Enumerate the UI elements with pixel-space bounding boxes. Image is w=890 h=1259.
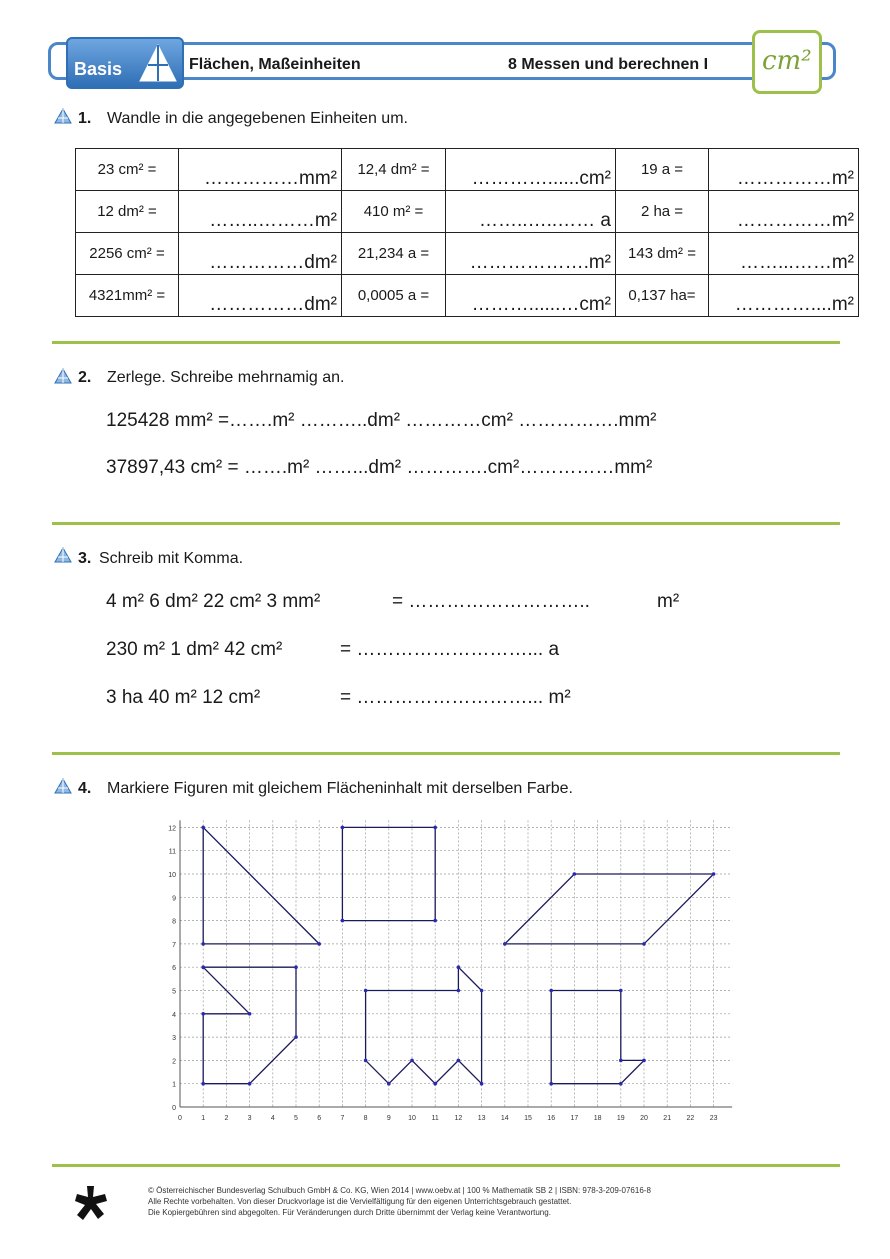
table-cell: 0,137 ha= — [616, 275, 709, 317]
chapter-title: 8 Messen und berechnen I — [508, 56, 709, 73]
table-cell: 21,234 a = — [342, 233, 446, 275]
footer-line-2: Alle Rechte vorbehalten. Von dieser Druckvorlage ist die Vervielfältigung für den eigenen Unterrichtsgebrauch gestattet. — [148, 1197, 572, 1206]
x-tick-label: 6 — [317, 1115, 322, 1122]
task-2-instruction: Zerlege. Schreibe mehrnamig an. — [107, 369, 345, 386]
comma-line-1-left: 4 m² 6 dm² 22 cm² 3 mm² — [106, 591, 321, 612]
y-tick-label: 5 — [172, 988, 176, 996]
task-3-number: 3. — [78, 550, 92, 567]
figure-vertex — [549, 1082, 553, 1086]
figure-vertex — [433, 826, 437, 830]
answer-cell: ……………….m² — [446, 233, 616, 275]
table-row — [76, 149, 859, 191]
answer-cell: ……………mm² — [179, 149, 342, 191]
figure-vertex — [341, 826, 345, 830]
figure-vertex — [317, 942, 321, 946]
table-cell: 12 dm² = — [76, 191, 179, 233]
y-tick-label: 2 — [172, 1058, 176, 1066]
section-divider — [52, 1164, 840, 1167]
y-tick-label: 12 — [168, 825, 176, 833]
figure-triangle — [203, 827, 319, 944]
figure-parallelogram — [505, 874, 714, 944]
table-cell: 410 m² = — [342, 191, 446, 233]
task-1-instruction: Wandle in die angegebenen Einheiten um. — [107, 110, 408, 127]
x-tick-label: 2 — [224, 1115, 229, 1122]
x-tick-label: 5 — [294, 1115, 298, 1122]
page-title: Flächen, Maßeinheiten — [189, 56, 361, 73]
table-cell: 0,0005 a = — [342, 275, 446, 317]
x-tick-label: 0 — [178, 1115, 182, 1122]
comma-line-2-right: = ………………………... a — [340, 639, 560, 660]
answer-cell: ……..…..…… a — [446, 191, 616, 233]
footer-line-1: © Österreichischer Bundesverlag Schulbuch GmbH & Co. KG, Wien 2014 | www.oebv.at | 100 % Mathematik SB 2 | ISBN: 978-3-209-07616-8 — [148, 1186, 651, 1195]
figure-vertex — [364, 1059, 368, 1063]
figure-vertex — [480, 1082, 484, 1086]
figure-vertex — [341, 919, 345, 923]
y-tick-label: 0 — [172, 1105, 176, 1112]
table-cell: 143 dm² = — [616, 233, 709, 275]
x-tick-label: 11 — [431, 1115, 439, 1122]
x-tick-label: 13 — [477, 1115, 486, 1122]
x-tick-label: 7 — [340, 1115, 345, 1122]
figure-vertex — [619, 1082, 623, 1086]
y-tick-label: 9 — [172, 895, 176, 903]
y-tick-label: 7 — [172, 941, 176, 949]
answer-cell: ……..………m² — [179, 191, 342, 233]
figure-vertex — [619, 1059, 623, 1063]
x-tick-label: 16 — [547, 1115, 556, 1122]
figure-vertex — [433, 919, 437, 923]
answer-cell: ……………m² — [709, 191, 859, 233]
unit-badge-text: cm² — [762, 46, 812, 76]
figure-vertex — [457, 1059, 461, 1063]
figure-vertex — [549, 989, 553, 993]
figure-vertex — [712, 872, 716, 876]
figure-vertex — [364, 989, 368, 993]
section-divider — [52, 522, 840, 525]
y-tick-label: 3 — [172, 1035, 176, 1043]
conversion-table — [75, 148, 859, 317]
figure-vertex — [294, 1035, 298, 1039]
task-1-number: 1. — [78, 110, 92, 127]
task-4-number: 4. — [78, 780, 92, 797]
comma-line-3-right: = ………………………... m² — [340, 687, 571, 708]
decompose-line-1: 125428 mm² =…….m² ………..dm² …………cm² …………….mm² — [106, 410, 657, 431]
table-cell: 19 a = — [616, 149, 709, 191]
x-tick-label: 3 — [247, 1115, 252, 1122]
figure-vertex — [201, 965, 205, 969]
answer-cell: …………....m² — [709, 275, 859, 317]
comma-line-3-left: 3 ha 40 m² 12 cm² — [106, 687, 261, 708]
answer-cell: ……………m² — [709, 149, 859, 191]
x-tick-label: 19 — [616, 1115, 625, 1122]
level-pyramid-icon — [54, 778, 72, 794]
answer-cell: …………......cm² — [446, 149, 616, 191]
publisher-logo-icon — [72, 1184, 110, 1224]
x-tick-label: 17 — [570, 1115, 579, 1122]
x-tick-label: 14 — [500, 1115, 509, 1122]
figure-vertex — [433, 1082, 437, 1086]
level-pyramid-icon — [54, 108, 72, 124]
x-tick-label: 18 — [593, 1115, 602, 1122]
figure-vertex — [201, 942, 205, 946]
basis-label: Basis — [74, 59, 123, 79]
comma-line-1-unit: m² — [657, 591, 680, 612]
task-3-instruction: Schreib mit Komma. — [99, 550, 244, 567]
figure-vertex — [642, 942, 646, 946]
section-divider — [52, 752, 840, 755]
x-tick-label: 4 — [270, 1115, 275, 1122]
y-tick-label: 11 — [168, 848, 176, 856]
figure-vertex — [642, 1059, 646, 1063]
x-tick-label: 23 — [709, 1115, 718, 1122]
figure-vertex — [248, 1012, 252, 1016]
y-tick-label: 8 — [172, 918, 176, 926]
table-cell: 2256 cm² = — [76, 233, 179, 275]
figure-crown-shape — [366, 967, 482, 1083]
comma-line-1-right: = ……………………….. — [392, 591, 590, 612]
figure-vertex — [619, 989, 623, 993]
figure-grid — [165, 820, 735, 1130]
x-tick-label: 1 — [201, 1115, 206, 1122]
table-cell: 4321mm² = — [76, 275, 179, 317]
answer-cell: ……...……m² — [709, 233, 859, 275]
x-tick-label: 9 — [386, 1115, 391, 1122]
decompose-line-2: 37897,43 cm² = …….m² ……...dm² ………….cm²……………mm² — [106, 457, 653, 478]
table-row — [76, 191, 859, 233]
table-cell: 2 ha = — [616, 191, 709, 233]
y-tick-label: 4 — [172, 1011, 176, 1019]
x-tick-label: 21 — [663, 1115, 672, 1122]
figure-vertex — [457, 989, 461, 993]
answer-cell: ………......…cm² — [446, 275, 616, 317]
x-tick-label: 8 — [363, 1115, 368, 1122]
table-cell: 12,4 dm² = — [342, 149, 446, 191]
task-2-number: 2. — [78, 369, 92, 386]
figure-vertex — [410, 1059, 414, 1063]
figure-vertex — [457, 965, 461, 969]
y-tick-label: 1 — [172, 1081, 176, 1089]
figure-vertex — [387, 1082, 391, 1086]
level-pyramid-icon — [54, 547, 72, 563]
x-tick-label: 15 — [524, 1115, 532, 1122]
y-tick-label: 10 — [168, 872, 176, 879]
task-4-instruction: Markiere Figuren mit gleichem Flächeninhalt mit derselben Farbe. — [107, 780, 573, 797]
answer-cell: ……………dm² — [179, 233, 342, 275]
figure-vertex — [573, 872, 577, 876]
copyright-footer — [148, 1185, 651, 1218]
x-tick-label: 20 — [640, 1115, 648, 1122]
figure-vertex — [201, 826, 205, 830]
figure-vertex — [201, 1082, 205, 1086]
level-pyramid-icon — [54, 368, 72, 384]
footer-line-3: Die Kopiergebühren sind abgegolten. Für Veränderungen durch Dritte übernimmt der Verlag keine Verantwortung. — [148, 1208, 551, 1217]
table-row — [76, 275, 859, 317]
figure-vertex — [480, 989, 484, 993]
comma-line-2-left: 230 m² 1 dm² 42 cm² — [106, 639, 283, 660]
table-cell: 23 cm² = — [76, 149, 179, 191]
x-tick-label: 10 — [408, 1115, 416, 1122]
figure-vertex — [503, 942, 507, 946]
table-row — [76, 233, 859, 275]
y-tick-label: 6 — [172, 965, 176, 973]
x-tick-label: 22 — [686, 1115, 695, 1122]
answer-cell: ……………dm² — [179, 275, 342, 317]
pyramid-logo-icon — [138, 43, 178, 83]
section-divider — [52, 341, 840, 344]
figure-vertex — [201, 1012, 205, 1016]
figure-vertex — [294, 965, 298, 969]
figure-vertex — [248, 1082, 252, 1086]
x-tick-label: 12 — [454, 1115, 463, 1122]
